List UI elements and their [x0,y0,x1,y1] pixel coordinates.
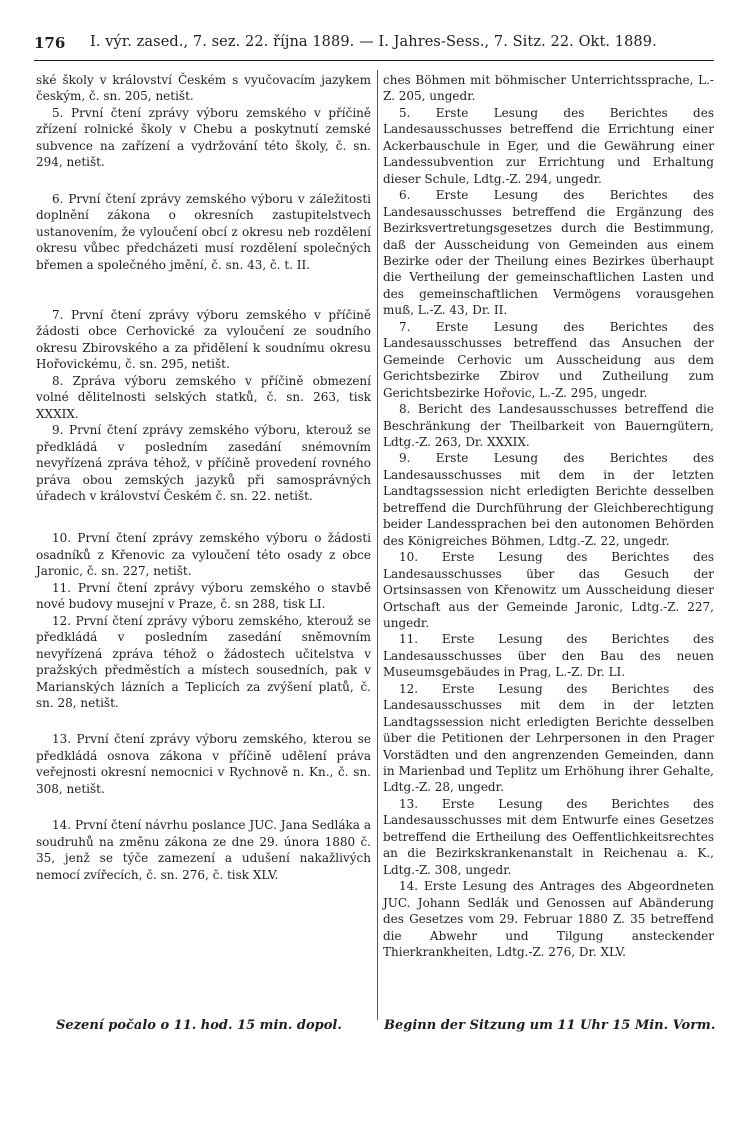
paragraph-cz-10: 14. První čtení návrhu poslance JUC. Jana Sedláka a soudruhů na změnu zákona ze dne 29. února 1880 č. 35, jenž se týče zamezení a udušení nakažlivých nemocí zvířecích, č. sn. 276, č. tisk XLV. [36,818,371,882]
paragraph-cz-5: 9. První čtení zprávy zemského výboru, kterouž se předkládá v posledním zasedání snémovním nevyřízená zpráva téhož, v příčině provedení rovného práva obou zemských jazyků při samosprávných úřadech v království Českém č. sn. 22. netišt. [36,423,371,503]
paragraph-de-1: 5. Erste Lesung des Berichtes des Landesausschusses betreffend die Errichtung einer Ackerbauschule in Eger, und die Gewährung einer Landessubvention zur Errichtung und Erhaltung dieser Schule, Ldtg.-Z. 294, ungedr. [383,105,714,186]
spacer [36,711,371,731]
column-divider [377,70,378,1020]
page-header [34,30,714,61]
paragraph-de-8: 12. Erste Lesung des Berichtes des Landesausschusses mit dem in der letzten Landtagssession nicht erledigten Berichte desselben über die Petitionen der Lehrpersonen in den Prager Vorstädten und den angrenzenden Gemeinden, dann in Marienbad und Teplitz um Erhöhung ihrer Gehalte, Ldtg.-Z. 28, ungedr. [383,681,714,795]
paragraph-cz-2: 6. První čtení zprávy zemského výboru v záležitosti doplnění zákona o okresních zastupitelstvech ustanovením, že vyloučení obcí z okresu neb rozdělení okresu vůbec předcházeti musí rozdělení společných břemen a společného jmění, č. sn. 43, č. t. II. [36,191,371,272]
paragraph-de-3: 7. Erste Lesung des Berichtes des Landesausschusses betreffend das Ansuchen der Gemeinde Cerhovic um Ausscheidung aus dem Gerichtsbezirke Zbirov und Zutheilung zum Gerichtsbezirke Hořovic, L.-Z. 295, ungedr. [383,319,714,400]
german-column [383,72,714,960]
czech-column [36,72,371,883]
running-title: I. výr. zased., 7. sez. 22. října 1889. — I. Jahres-Sess., 7. Sitz. 22. Okt. 1889. [90,34,657,50]
page-number: 176 [34,34,66,52]
paragraph-de-0: ches Böhmen mit böhmischer Unterrichtssprache, L.-Z. 205, ungedr. [383,73,714,104]
paragraph-cz-1: 5. První čtení zprávy výboru zemského v příčině zřízení rolnické školy v Chebu a poskytnutí zemské subvence na zařízení a vydržování této školy, č. sn. 294, netišt. [36,105,371,170]
paragraph-cz-8: 12. První čtení zprávy výboru zemského, kterouž se předkládá v posledním zasedání sněmovním nevyřízená zpráva téhož o žádostech učitelstva v pražských předměstích a místech sousedních, pak v Marianských lázních a Teplicích za zvýšení platů, č. sn. 28, netišt. [36,613,371,710]
paragraph-cz-3: 7. První čtení zprávy výboru zemského v příčině žádosti obce Cerhovické za vyloučení ze soudního okresu Zbirovského a za přidělení k soudnímu okresu Hořovickému, č. sn. 295, netišt. [36,307,371,372]
session-start-note-cz: Sezení počalo o 11. hod. 15 min. dopol. [56,1018,342,1033]
paragraph-cz-9: 13. První čtení zprávy výboru zemského, kterou se předkládá osnova zákona v příčině udělení práva veřejnosti okresní nemocnici v Rychnově n. Kn., č. sn. 308, netišt. [36,732,371,796]
paragraph-cz-0: ské školy v království Českém s vyučovacím jazykem českým, č. sn. 205, netišt. [36,73,371,104]
paragraph-de-9: 13. Erste Lesung des Berichtes des Landesausschusses mit dem Entwurfe eines Gesetzes betreffend die Ertheilung des Oeffentlichkeitsrechtes an die Bezirkskrankenanstalt in Reichenau a. K., Ldtg.-Z. 308, ungedr. [383,796,714,877]
paragraph-de-10: 14. Erste Lesung des Antrages des Abgeordneten JUC. Johann Sedlák und Genossen auf Abänderung des Gesetzes vom 29. Februar 1880 Z. 35 betreffend die Abwehr und Tilgung ansteckender Thierkrankheiten, Ldtg.-Z. 276, Dr. XLV. [383,879,714,960]
paragraph-de-5: 9. Erste Lesung des Berichtes des Landesausschusses mit dem in der letzten Landtagssession nicht erledigten Berichte desselben betreffend die Durchführung der Gleichberechtigung beider Landessprachen bei den autonomen Behörden des Königreiches Böhmen, Ldtg.-Z. 22, ungedr. [383,451,714,548]
spacer [36,504,371,530]
spacer [36,171,371,191]
paragraph-cz-7: 11. První čtení zprávy výboru zemského o stavbě nové budovy musejní v Praze, č. sn 288, tisk LI. [36,580,371,612]
paragraph-cz-6: 10. První čtení zprávy zemského výboru o žádosti osadníků z Křenovic za vyloučení této osady z obce Jaronic, č. sn. 227, netišt. [36,531,371,579]
session-start-note-de: Beginn der Sitzung um 11 Uhr 15 Min. Vorm. [384,1018,716,1033]
spacer [36,273,371,307]
paragraph-de-7: 11. Erste Lesung des Berichtes des Landesausschusses über den Bau des neuen Museumsgebäudes in Prag, L.-Z. Dr. LI. [383,632,714,680]
spacer [36,797,371,817]
paragraph-de-2: 6. Erste Lesung des Berichtes des Landesausschusses betreffend die Ergänzung des Bezirksvertretungsgesetzes durch die Bestimmung, daß der Ausscheidung von Gemeinden aus einem Bezirke oder der Theilung eines Bezirkes überhaupt die Vertheilung der gemeinschaftlichen Lasten und des gemeinschaftlichen Vermögens vorausgehen muß, L.-Z. 43, Dr. II. [383,188,714,318]
paragraph-de-6: 10. Erste Lesung des Berichtes des Landesausschusses über das Gesuch der Ortsinsassen von Křenowitz um Ausscheidung dieser Ortschaft aus der Gemeinde Jaronic, Ldtg.-Z. 227, ungedr. [383,550,714,630]
paragraph-de-4: 8. Bericht des Landesausschusses betreffend die Beschränkung der Theilbarkeit von Bauerngütern, Ldtg.-Z. 263, Dr. XXXIX. [383,402,714,449]
paragraph-cz-4: 8. Zpráva výboru zemského v příčině obmezení volné dělitelnosti selských statků, č. sn. 263, tisk XXXIX. [36,373,371,421]
